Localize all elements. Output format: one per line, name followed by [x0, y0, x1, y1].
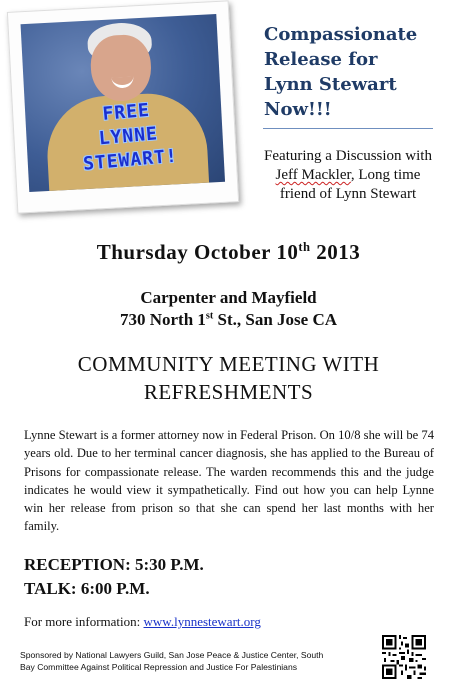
venue-city: St., San Jose CA	[213, 310, 338, 329]
featuring-after: , Long time friend of Lynn Stewart	[279, 167, 421, 202]
website-link[interactable]: www.lynnestewart.org	[143, 614, 261, 629]
description-paragraph: Lynne Stewart is a former attorney now in Federal Prison. On 10/8 she will be 74 years old. Due to her terminal cancer diagnosis, she has applied to the Bureau of Prisons for compassionate release. The warden recommends this and the judge indicates he would view it sympathetically. Find out how you can help Lynne win her release from prison so that she can spend her last months with her family.	[24, 428, 434, 534]
sign-line-2: LYNNE	[97, 123, 159, 150]
portrait-photo	[21, 14, 226, 192]
date-main: Thursday October 10	[96, 240, 299, 264]
sponsors-line-1: Sponsored by National Lawyers Guild, San Jose Peace & Justice Center, South	[20, 650, 324, 660]
qr-code-icon	[382, 635, 426, 679]
more-info	[24, 614, 354, 630]
headline-line-3: Lynn Stewart	[264, 74, 397, 95]
free-lynne-sign	[69, 96, 188, 187]
featuring-before: Featuring a Discussion with	[264, 148, 432, 164]
headline-line-1: Compassionate	[264, 24, 418, 45]
sponsors-text	[20, 649, 370, 673]
headline	[264, 22, 444, 122]
sign-line-1: FREE	[101, 99, 151, 125]
venue-ordinal: st	[205, 310, 214, 322]
polaroid-photo-frame	[7, 0, 239, 213]
headline-line-4: Now!!!	[264, 99, 332, 120]
featuring-text	[263, 147, 433, 204]
venue-line-1: Carpenter and Mayfield	[140, 288, 317, 307]
event-venue	[0, 287, 457, 331]
reception-time: RECEPTION: 5:30 P.M.	[24, 555, 204, 574]
heading-divider	[263, 128, 433, 129]
speaker-name: Jeff Mackler	[275, 167, 351, 183]
more-info-label: For more information:	[24, 614, 144, 629]
date-ordinal: th	[298, 240, 311, 254]
meeting-line-1: COMMUNITY MEETING WITH	[77, 352, 380, 376]
talk-time: TALK: 6:00 P.M.	[24, 579, 150, 598]
date-year: 2013	[310, 240, 361, 264]
photo-face	[89, 34, 152, 103]
meeting-heading	[0, 350, 457, 406]
schedule	[24, 553, 324, 601]
sign-line-3: STEWART!	[82, 145, 179, 175]
meeting-line-2: REFRESHMENTS	[143, 380, 314, 404]
venue-line-2	[0, 309, 457, 331]
headline-line-2: Release for	[264, 49, 378, 70]
venue-address: 730 North 1	[119, 310, 206, 329]
event-date	[0, 240, 457, 265]
sponsors-line-2: Bay Committee Against Political Repression and Justice For Palestinians	[20, 662, 298, 672]
